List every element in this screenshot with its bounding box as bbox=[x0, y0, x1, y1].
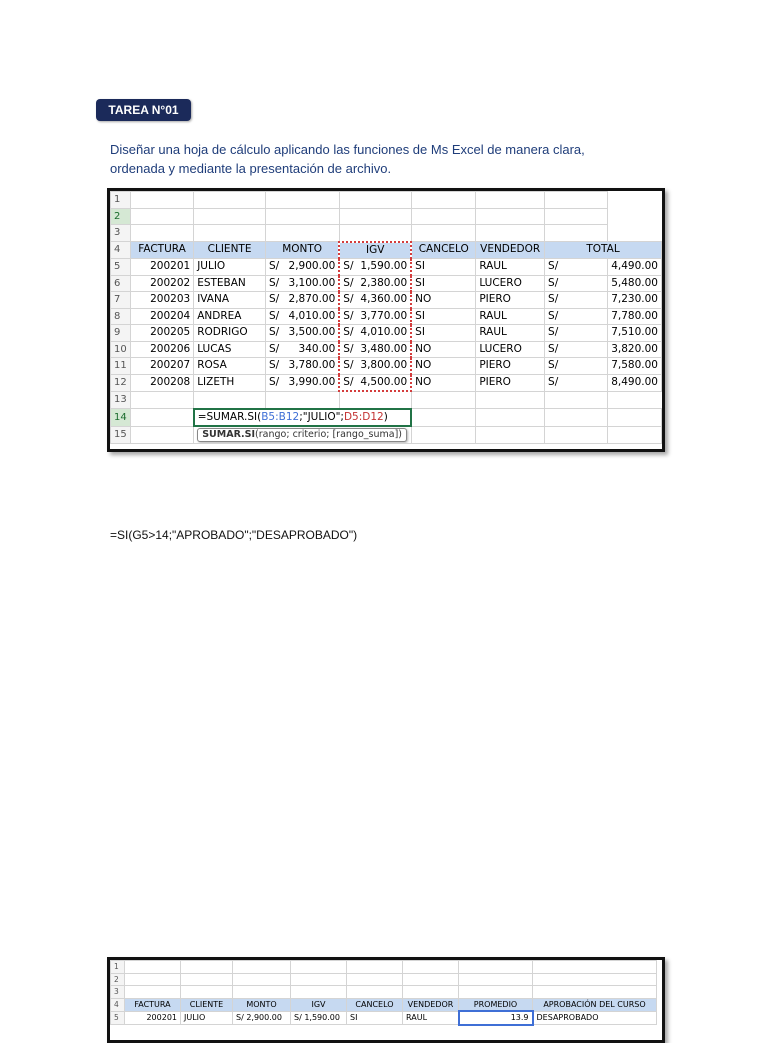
empty-cell[interactable] bbox=[545, 192, 608, 209]
sheet-row bbox=[111, 986, 657, 999]
cell-total[interactable] bbox=[545, 275, 608, 292]
cell-total[interactable] bbox=[545, 374, 608, 391]
amount: 3,500.00 bbox=[288, 326, 336, 338]
empty-cell[interactable] bbox=[265, 391, 339, 409]
sheet-row bbox=[111, 341, 662, 358]
cell-igv[interactable] bbox=[339, 259, 411, 276]
sheet-row bbox=[111, 192, 662, 209]
amount: 4,010.00 bbox=[288, 309, 336, 322]
cell-total[interactable]: 7,230.00 bbox=[608, 292, 662, 309]
empty-cell[interactable] bbox=[233, 961, 291, 974]
column-header-cell[interactable]: FACTURA bbox=[130, 242, 193, 259]
amount: 3,770.00 bbox=[360, 309, 408, 322]
column-header-cell[interactable]: CLIENTE bbox=[181, 998, 233, 1011]
cell-total[interactable] bbox=[545, 358, 608, 375]
amount: 4,500.00 bbox=[360, 375, 408, 388]
cell-factura[interactable]: 200201 bbox=[130, 259, 193, 276]
cell-monto[interactable] bbox=[265, 325, 339, 342]
row-number[interactable]: 6 bbox=[111, 275, 131, 292]
currency-symbol: S/ bbox=[268, 326, 280, 338]
empty-cell[interactable] bbox=[533, 973, 657, 986]
sheet-row bbox=[111, 242, 662, 259]
empty-cell[interactable] bbox=[545, 409, 608, 427]
cell-total[interactable] bbox=[545, 292, 608, 309]
cell-factura[interactable]: 200201 bbox=[125, 1011, 181, 1025]
cell-igv[interactable] bbox=[339, 325, 411, 342]
cell-monto[interactable] bbox=[265, 341, 339, 358]
cell-cliente[interactable]: ROSA bbox=[194, 358, 266, 375]
amount: 2,870.00 bbox=[288, 293, 336, 305]
empty-cell[interactable] bbox=[194, 208, 266, 225]
sheet-row bbox=[111, 1011, 657, 1025]
row-number[interactable]: 3 bbox=[111, 986, 125, 999]
row-number[interactable]: 2 bbox=[111, 973, 125, 986]
empty-cell[interactable] bbox=[476, 208, 545, 225]
cell-vendedor[interactable]: RAUL bbox=[476, 308, 545, 325]
amount: 4,360.00 bbox=[360, 293, 408, 305]
cell-total[interactable]: 8,490.00 bbox=[608, 374, 662, 391]
empty-cell[interactable] bbox=[533, 961, 657, 974]
currency-symbol: S/ bbox=[343, 293, 354, 305]
cell-vendedor[interactable]: PIERO bbox=[476, 374, 545, 391]
empty-cell[interactable] bbox=[476, 409, 545, 427]
empty-cell[interactable] bbox=[476, 426, 545, 443]
empty-cell[interactable] bbox=[545, 208, 608, 225]
cell-vendedor[interactable]: PIERO bbox=[476, 292, 545, 309]
currency-symbol: S/ bbox=[548, 342, 559, 355]
empty-cell[interactable] bbox=[411, 225, 476, 242]
row-number[interactable]: 1 bbox=[111, 192, 131, 209]
column-header-cell[interactable]: IGV bbox=[339, 242, 411, 259]
cell-vendedor[interactable]: PIERO bbox=[476, 358, 545, 375]
cell-cliente[interactable]: JULIO bbox=[194, 259, 266, 276]
currency-symbol: S/ bbox=[268, 260, 280, 272]
formula-part-end: ) bbox=[383, 410, 388, 423]
empty-cell[interactable] bbox=[181, 961, 233, 974]
row-number[interactable]: 12 bbox=[111, 374, 131, 391]
cell-total[interactable]: 7,580.00 bbox=[608, 358, 662, 375]
column-header-cell[interactable]: TOTAL bbox=[545, 242, 662, 259]
cell-igv[interactable] bbox=[339, 292, 411, 309]
cell-vendedor[interactable]: LUCERO bbox=[476, 341, 545, 358]
row-number[interactable]: 15 bbox=[111, 426, 131, 443]
column-header-cell[interactable]: CANCELO bbox=[411, 242, 476, 259]
empty-cell[interactable] bbox=[339, 192, 411, 209]
cell-monto[interactable] bbox=[265, 358, 339, 375]
cell-factura[interactable]: 200203 bbox=[130, 292, 193, 309]
formula-part-criteria: ;"JULIO"; bbox=[299, 410, 344, 423]
currency-value bbox=[269, 259, 335, 275]
function-tooltip bbox=[197, 428, 407, 442]
cell-factura[interactable]: 200205 bbox=[130, 325, 193, 342]
formula-cell[interactable] bbox=[194, 409, 411, 427]
currency-symbol: S/ bbox=[268, 276, 280, 289]
cell-aprobacion[interactable]: DESAPROBADO bbox=[533, 1011, 657, 1025]
cell-total[interactable]: 3,820.00 bbox=[608, 341, 662, 358]
sheet-row bbox=[111, 409, 662, 427]
currency-symbol: S/ bbox=[548, 359, 559, 371]
cell-total[interactable] bbox=[545, 325, 608, 342]
column-header-cell[interactable]: CLIENTE bbox=[194, 242, 266, 259]
sheet-row bbox=[111, 208, 662, 225]
amount: 2,900.00 bbox=[288, 260, 336, 272]
sheet-row bbox=[111, 292, 662, 309]
cell-monto[interactable] bbox=[265, 308, 339, 325]
si-formula-text: =SI(G5>14;"APROBADO";"DESAPROBADO") bbox=[110, 528, 358, 542]
empty-cell[interactable] bbox=[476, 225, 545, 242]
empty-cell[interactable] bbox=[130, 391, 193, 409]
empty-cell[interactable] bbox=[291, 961, 347, 974]
currency-symbol: S/ bbox=[268, 375, 280, 388]
empty-cell[interactable] bbox=[130, 208, 193, 225]
cell-cancelo[interactable]: SI bbox=[411, 325, 476, 342]
currency-symbol: S/ bbox=[548, 276, 559, 289]
cell-cancelo[interactable]: NO bbox=[411, 341, 476, 358]
cell-cancelo[interactable]: SI bbox=[411, 259, 476, 276]
row-number[interactable]: 5 bbox=[111, 1011, 125, 1025]
sheet-row bbox=[111, 961, 657, 974]
tooltip-function-name: SUMAR.SI bbox=[202, 429, 256, 440]
empty-cell[interactable] bbox=[339, 391, 411, 409]
sheet-row bbox=[111, 998, 657, 1011]
cell-factura[interactable]: 200206 bbox=[130, 341, 193, 358]
spreadsheet-screenshot-sumar-si bbox=[107, 188, 665, 452]
currency-symbol: S/ bbox=[548, 326, 559, 338]
row-number[interactable]: 4 bbox=[111, 242, 131, 259]
sheet-row bbox=[111, 426, 662, 443]
empty-cell[interactable] bbox=[533, 986, 657, 999]
formula-part-start: =SUMAR.SI( bbox=[197, 410, 262, 423]
empty-cell[interactable] bbox=[608, 426, 662, 443]
empty-cell[interactable] bbox=[545, 426, 608, 443]
cell-cliente[interactable]: RODRIGO bbox=[194, 325, 266, 342]
cell-total[interactable]: 4,490.00 bbox=[608, 259, 662, 276]
empty-cell[interactable] bbox=[130, 409, 193, 427]
empty-cell[interactable] bbox=[459, 986, 533, 999]
cell-factura[interactable]: 200207 bbox=[130, 358, 193, 375]
formula-part-range: B5:B12 bbox=[261, 410, 300, 423]
currency-value bbox=[269, 325, 335, 341]
cell-total[interactable]: 7,510.00 bbox=[608, 325, 662, 342]
empty-cell[interactable] bbox=[130, 426, 193, 443]
row-number[interactable]: 2 bbox=[111, 208, 131, 225]
cell-igv[interactable] bbox=[339, 275, 411, 292]
currency-symbol: S/ bbox=[268, 309, 280, 322]
row-number[interactable]: 14 bbox=[111, 409, 131, 427]
cell-cliente[interactable]: ANDREA bbox=[194, 308, 266, 325]
cell-total[interactable] bbox=[545, 341, 608, 358]
sheet-row bbox=[111, 259, 662, 276]
empty-cell[interactable] bbox=[181, 973, 233, 986]
cell-monto[interactable]: S/ 2,900.00 bbox=[233, 1011, 291, 1025]
empty-cell[interactable] bbox=[181, 986, 233, 999]
currency-symbol: S/ bbox=[548, 309, 559, 322]
empty-cell[interactable] bbox=[403, 961, 459, 974]
sheet-row bbox=[111, 225, 662, 242]
currency-value bbox=[343, 375, 407, 391]
currency-value bbox=[269, 292, 335, 308]
amount: 3,800.00 bbox=[360, 359, 408, 371]
cell-promedio[interactable]: 13.9 bbox=[459, 1011, 533, 1025]
empty-cell[interactable] bbox=[125, 973, 181, 986]
empty-cell[interactable] bbox=[125, 961, 181, 974]
cell-factura[interactable]: 200204 bbox=[130, 308, 193, 325]
cell-igv[interactable] bbox=[339, 341, 411, 358]
currency-symbol: S/ bbox=[343, 359, 354, 371]
empty-cell[interactable] bbox=[411, 426, 476, 443]
row-number[interactable]: 11 bbox=[111, 358, 131, 375]
currency-symbol: S/ bbox=[343, 375, 354, 388]
column-header-cell[interactable]: VENDEDOR bbox=[476, 242, 545, 259]
amount: 340.00 bbox=[298, 342, 336, 355]
cell-monto[interactable] bbox=[265, 374, 339, 391]
currency-value bbox=[269, 358, 335, 374]
empty-cell[interactable] bbox=[411, 208, 476, 225]
empty-cell[interactable] bbox=[347, 986, 403, 999]
cell-total[interactable] bbox=[545, 308, 608, 325]
amount: 3,990.00 bbox=[288, 375, 336, 388]
empty-cell[interactable] bbox=[411, 391, 476, 409]
amount: 2,380.00 bbox=[360, 276, 408, 289]
empty-cell[interactable] bbox=[347, 973, 403, 986]
currency-value bbox=[343, 309, 407, 325]
task-badge: TAREA N°01 bbox=[96, 99, 191, 121]
description-line-2: ordenada y mediante la presentación de archivo. bbox=[110, 161, 392, 176]
empty-cell[interactable] bbox=[233, 973, 291, 986]
column-header-cell[interactable]: PROMEDIO bbox=[459, 998, 533, 1011]
column-header-cell[interactable]: CANCELO bbox=[347, 998, 403, 1011]
column-header-cell[interactable]: APROBACIÓN DEL CURSO bbox=[533, 998, 657, 1011]
cell-monto[interactable] bbox=[265, 275, 339, 292]
row-number[interactable]: 13 bbox=[111, 391, 131, 409]
row-number[interactable]: 10 bbox=[111, 341, 131, 358]
cell-total[interactable]: 7,780.00 bbox=[608, 308, 662, 325]
empty-cell[interactable] bbox=[265, 192, 339, 209]
empty-cell[interactable] bbox=[233, 986, 291, 999]
empty-cell[interactable] bbox=[545, 391, 608, 409]
currency-symbol: S/ bbox=[548, 260, 559, 272]
amount: 4,010.00 bbox=[360, 326, 408, 338]
cell-vendedor[interactable]: RAUL bbox=[403, 1011, 459, 1025]
empty-cell[interactable] bbox=[194, 225, 266, 242]
row-number[interactable]: 9 bbox=[111, 325, 131, 342]
currency-symbol: S/ bbox=[268, 359, 280, 371]
currency-value bbox=[343, 325, 407, 341]
currency-value bbox=[269, 276, 335, 292]
cell-cancelo[interactable]: SI bbox=[347, 1011, 403, 1025]
empty-cell[interactable] bbox=[194, 391, 266, 409]
currency-symbol: S/ bbox=[343, 326, 354, 338]
currency-value bbox=[269, 342, 335, 358]
empty-cell[interactable] bbox=[476, 391, 545, 409]
sheet-row bbox=[111, 325, 662, 342]
cell-cliente[interactable]: LUCAS bbox=[194, 341, 266, 358]
sheet-row bbox=[111, 374, 662, 391]
amount: 3,480.00 bbox=[360, 342, 408, 355]
empty-cell[interactable] bbox=[265, 225, 339, 242]
sheet-row bbox=[111, 391, 662, 409]
cell-monto[interactable] bbox=[265, 259, 339, 276]
currency-symbol: S/ bbox=[268, 293, 280, 305]
cell-cancelo[interactable]: NO bbox=[411, 374, 476, 391]
cell-cliente[interactable]: IVANA bbox=[194, 292, 266, 309]
empty-cell[interactable] bbox=[265, 208, 339, 225]
empty-cell[interactable] bbox=[194, 192, 266, 209]
empty-cell[interactable] bbox=[339, 225, 411, 242]
currency-symbol: S/ bbox=[343, 276, 354, 289]
currency-symbol: S/ bbox=[343, 342, 354, 355]
currency-symbol: S/ bbox=[548, 375, 559, 388]
cell-cliente[interactable]: JULIO bbox=[181, 1011, 233, 1025]
cell-igv[interactable] bbox=[339, 374, 411, 391]
cell-igv[interactable] bbox=[339, 358, 411, 375]
row-number[interactable]: 7 bbox=[111, 292, 131, 309]
spreadsheet-grid bbox=[110, 191, 662, 444]
empty-cell[interactable] bbox=[291, 973, 347, 986]
row-number[interactable]: 1 bbox=[111, 961, 125, 974]
spreadsheet-grid-2 bbox=[110, 960, 657, 1026]
currency-value bbox=[343, 342, 407, 358]
currency-value bbox=[343, 292, 407, 308]
cell-cancelo[interactable]: NO bbox=[411, 292, 476, 309]
amount: 3,100.00 bbox=[288, 276, 336, 289]
empty-cell[interactable] bbox=[339, 208, 411, 225]
cell-vendedor[interactable]: LUCERO bbox=[476, 275, 545, 292]
cell-factura[interactable]: 200208 bbox=[130, 374, 193, 391]
cell-cancelo[interactable]: SI bbox=[411, 308, 476, 325]
empty-cell[interactable] bbox=[411, 192, 476, 209]
cell-vendedor[interactable]: RAUL bbox=[476, 259, 545, 276]
currency-symbol: S/ bbox=[343, 309, 354, 322]
amount: 3,780.00 bbox=[288, 359, 336, 371]
cell-vendedor[interactable]: RAUL bbox=[476, 325, 545, 342]
formula-part-sum_range: D5:D12 bbox=[343, 410, 384, 423]
cell-cliente[interactable]: LIZETH bbox=[194, 374, 266, 391]
empty-cell[interactable] bbox=[545, 225, 608, 242]
sheet-row bbox=[111, 358, 662, 375]
cell-cliente[interactable]: ESTEBAN bbox=[194, 275, 266, 292]
cell-factura[interactable]: 200202 bbox=[130, 275, 193, 292]
currency-value bbox=[343, 259, 407, 275]
tooltip-cell bbox=[194, 426, 411, 443]
cell-igv[interactable]: S/ 1,590.00 bbox=[291, 1011, 347, 1025]
currency-value bbox=[269, 309, 335, 325]
currency-value bbox=[343, 276, 407, 292]
column-header-cell[interactable]: FACTURA bbox=[125, 998, 181, 1011]
amount: 1,590.00 bbox=[360, 260, 408, 272]
row-number[interactable]: 3 bbox=[111, 225, 131, 242]
empty-cell[interactable] bbox=[411, 409, 476, 427]
tooltip-arguments: (rango; criterio; [rango_suma]) bbox=[255, 429, 402, 440]
sheet-row bbox=[111, 275, 662, 292]
row-number[interactable]: 4 bbox=[111, 998, 125, 1011]
spreadsheet-screenshot-si bbox=[107, 957, 665, 1043]
currency-symbol: S/ bbox=[268, 342, 280, 355]
currency-symbol: S/ bbox=[343, 260, 354, 272]
cell-total[interactable] bbox=[545, 259, 608, 276]
cell-total[interactable]: 5,480.00 bbox=[608, 275, 662, 292]
cell-cancelo[interactable]: SI bbox=[411, 275, 476, 292]
empty-cell[interactable] bbox=[125, 986, 181, 999]
row-number[interactable]: 5 bbox=[111, 259, 131, 276]
column-header-cell[interactable]: VENDEDOR bbox=[403, 998, 459, 1011]
empty-cell[interactable] bbox=[130, 225, 193, 242]
cell-igv[interactable] bbox=[339, 308, 411, 325]
column-header-cell[interactable]: IGV bbox=[291, 998, 347, 1011]
cell-monto[interactable] bbox=[265, 292, 339, 309]
column-header-cell[interactable]: MONTO bbox=[265, 242, 339, 259]
empty-cell[interactable] bbox=[130, 192, 193, 209]
empty-cell[interactable] bbox=[347, 961, 403, 974]
empty-cell[interactable] bbox=[459, 973, 533, 986]
empty-cell[interactable] bbox=[403, 986, 459, 999]
column-header-cell[interactable]: MONTO bbox=[233, 998, 291, 1011]
currency-value bbox=[343, 358, 407, 374]
row-number[interactable]: 8 bbox=[111, 308, 131, 325]
sheet-row bbox=[111, 308, 662, 325]
currency-value bbox=[269, 375, 335, 391]
description-line-1: Diseñar una hoja de cálculo aplicando las funciones de Ms Excel de manera clara, bbox=[110, 142, 585, 157]
sheet-row bbox=[111, 973, 657, 986]
currency-symbol: S/ bbox=[548, 293, 559, 305]
empty-cell[interactable] bbox=[291, 986, 347, 999]
empty-cell[interactable] bbox=[476, 192, 545, 209]
empty-cell[interactable] bbox=[403, 973, 459, 986]
cell-cancelo[interactable]: NO bbox=[411, 358, 476, 375]
task-description bbox=[110, 140, 630, 178]
empty-cell[interactable] bbox=[459, 961, 533, 974]
empty-cell[interactable] bbox=[608, 409, 662, 427]
